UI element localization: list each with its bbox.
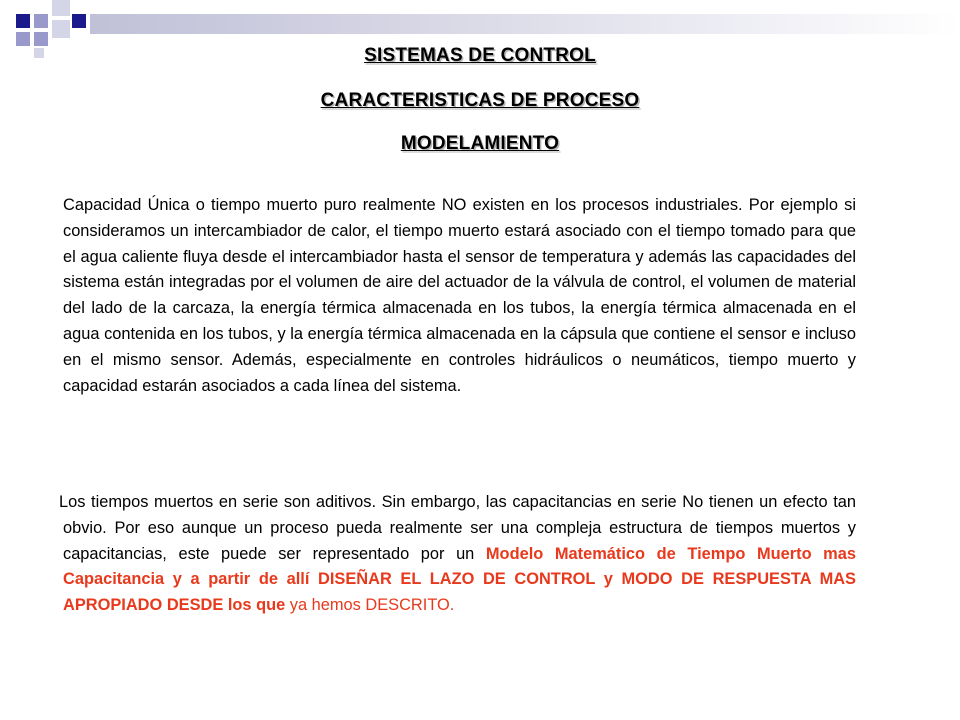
decor-square-lavender-3 [34, 32, 48, 46]
decor-square-pale-2 [52, 20, 70, 38]
title-heading: SISTEMAS DE CONTROL [364, 45, 596, 66]
decor-square-lavender-2 [16, 32, 30, 46]
paragraph-dead-times-tail: ya hemos DESCRITO. [285, 596, 455, 615]
decor-square-navy-2 [72, 14, 86, 28]
section-heading: MODELAMIENTO [400, 133, 560, 154]
decor-square-lavender-1 [34, 14, 48, 28]
subtitle-heading: CARACTERISTICAS DE PROCESO [320, 90, 640, 111]
paragraph-capacity: Capacidad Única o tiempo muerto puro realmente NO existen en los procesos industriales. Por ejemplo si consideramos un intercambiador de calor, el tiempo muerto estará asociado con el tiempo tomado para que el agua caliente fluya desde el intercambiador hasta el sensor de temperatura y además las capacidades del sistema están integradas por el volumen de aire del actuador de la válvula de control, el volumen de material del lado de la carcaza, la energía térmica almacenada en los tubos, la energía térmica almacenada en el agua contenida en los tubos, y la energía térmica almacenada en la cápsula que contiene el sensor e incluso en el mismo sensor. Además, especialmente en controles hidráulicos o neumáticos, tiempo muerto y capacidad estarán asociados a cada línea del sistema. [63, 196, 856, 395]
decor-square-navy [16, 14, 30, 28]
header-gradient-bar [90, 14, 960, 34]
paragraph-dead-times-intro: Los tiempos muertos en serie son aditivos. Sin embargo, las capacitancias en serie No tienen un efecto tan obvio. Por eso aunque un proceso pueda realmente ser una compleja estructura de tiempos muertos y capacitancias, este puede ser representado por un [59, 493, 856, 563]
decor-square-pale-1 [52, 0, 70, 16]
paragraph-dead-times [59, 490, 856, 619]
paragraph-dead-times-highlight: Modelo Matemático de Tiempo Muerto mas Capacitancia y a partir de allí DISEÑAR EL LAZO DE CONTROL y MODO DE RESPUESTA MAS APROPIADO DESDE los que [63, 544, 856, 615]
